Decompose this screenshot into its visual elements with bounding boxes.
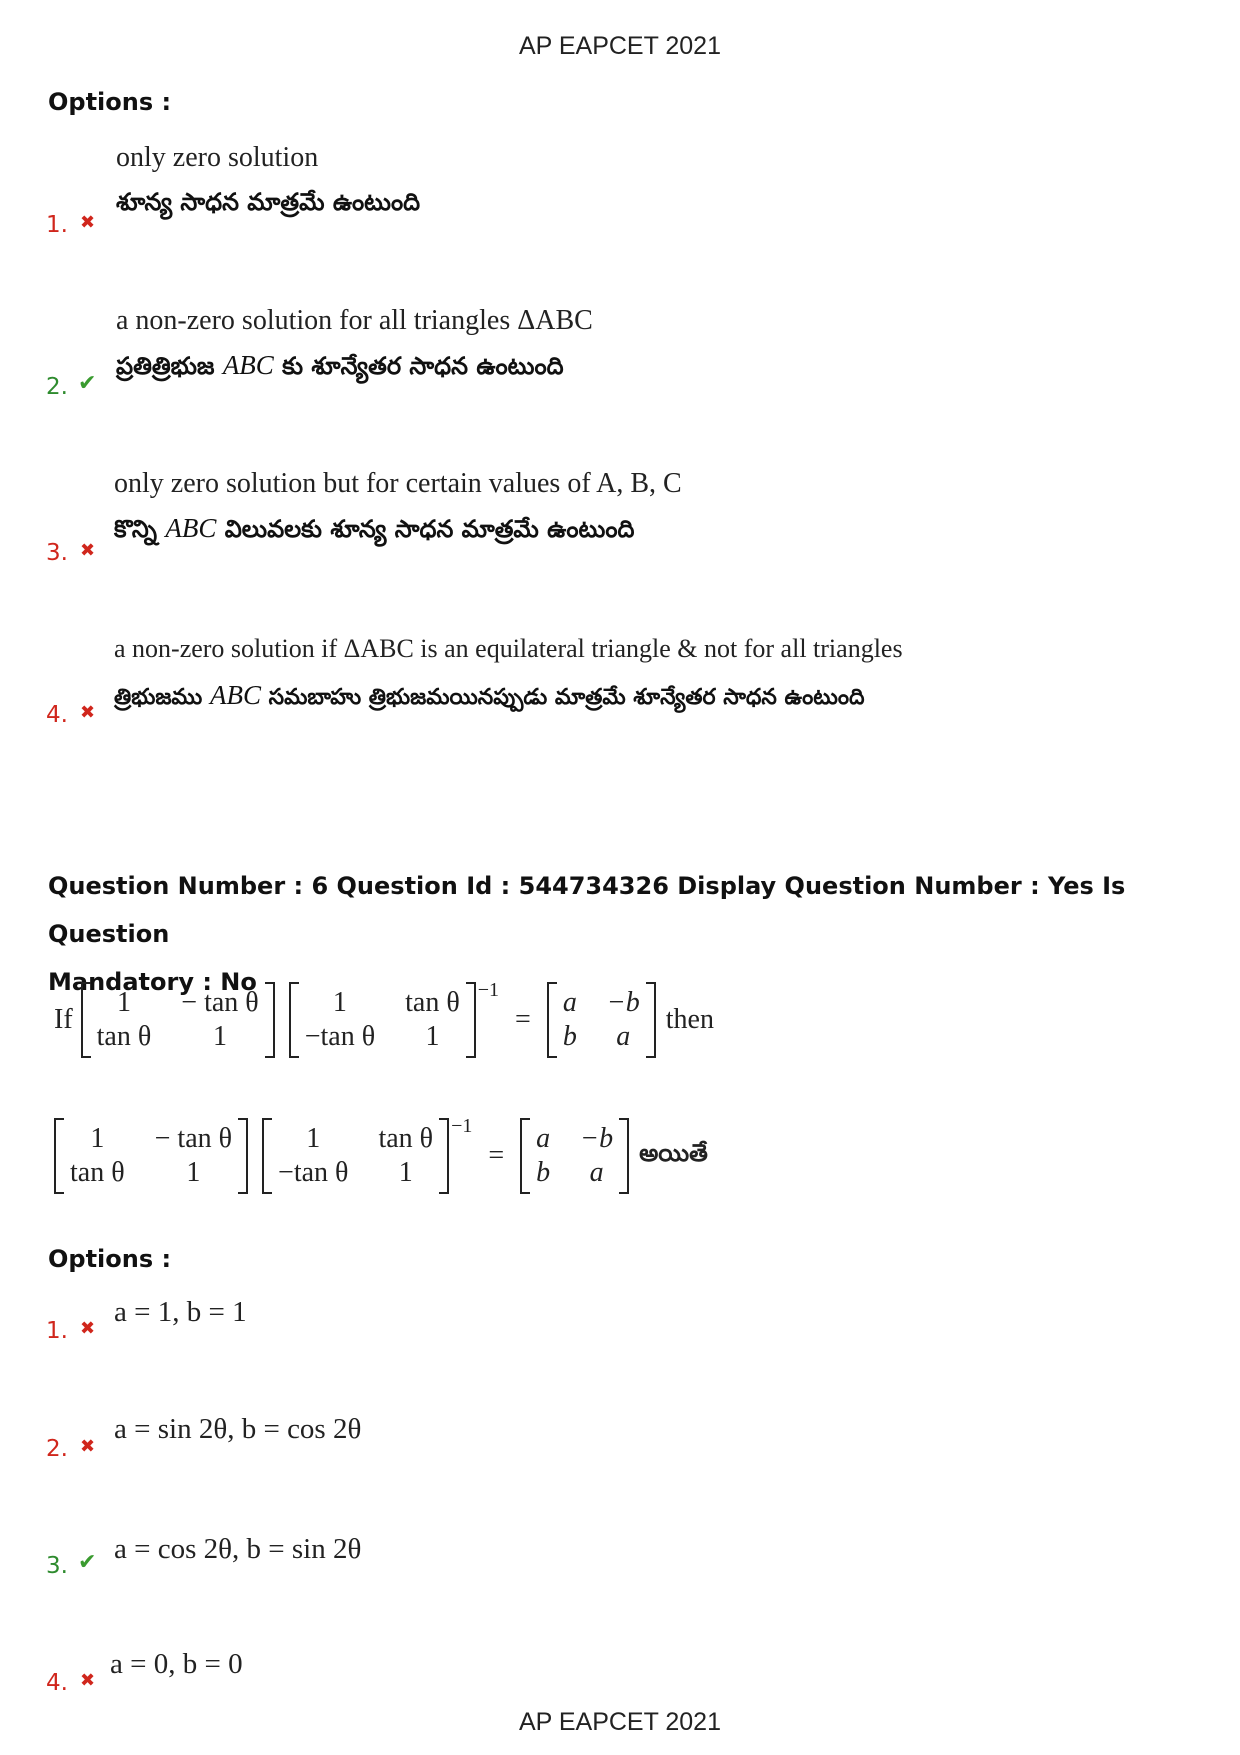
- option-text-en: only zero solution: [116, 142, 319, 173]
- matrix: 1 − tan θ tan θ 1: [54, 1118, 248, 1194]
- page-header: AP EAPCET 2021: [519, 32, 721, 60]
- option-number: 4.: [46, 1670, 68, 1696]
- option-number: 1.: [46, 212, 68, 238]
- cross-icon: ✖: [80, 1318, 96, 1338]
- matrix: 1 tan θ −tan θ 1: [262, 1118, 449, 1194]
- check-icon: ✔: [78, 370, 97, 395]
- question-equation-te: 1 − tan θ tan θ 1 1 tan θ −tan θ 1 −1 = a −b b a అయితే: [54, 1118, 708, 1194]
- option-text-te: కొన్ని ABC విలువలకు శూన్య సాధన మాత్రమే ఉంటుంది: [114, 513, 635, 543]
- cross-icon: ✖: [80, 1670, 96, 1690]
- cross-icon: ✖: [80, 540, 96, 560]
- matrix: a −b b a: [520, 1118, 629, 1194]
- option-number: 3.: [46, 1553, 68, 1579]
- option-number: 2.: [46, 1436, 68, 1462]
- option-text-te: ప్రతిత్రిభుజ ABC కు శూన్యేతర సాధన ఉంటుంది: [116, 350, 564, 380]
- options-label: Options :: [48, 1245, 172, 1273]
- page-footer: AP EAPCET 2021: [519, 1708, 721, 1736]
- option-number: 3.: [46, 540, 68, 566]
- option-text: a = 1, b = 1: [114, 1296, 247, 1328]
- cross-icon: ✖: [80, 212, 96, 232]
- option-number: 1.: [46, 1318, 68, 1344]
- option-text-en: only zero solution but for certain values of A, B, C: [114, 468, 682, 499]
- option-number: 4.: [46, 702, 68, 728]
- question-title: Question Number : 6 Question Id : 544734326 Display Question Number : Yes Is Question Mandatory : No: [48, 872, 1126, 996]
- option-text-te: త్రిభుజము ABC సమబాహు త్రిభుజమయినప్పుడు మాత్రమే శూన్యేతర సాధన ఉంటుంది: [114, 680, 865, 710]
- option-text-en: a non-zero solution if ΔABC is an equilateral triangle & not for all triangles: [114, 634, 903, 663]
- option-text-te: శూన్య సాధన మాత్రమే ఉంటుంది: [116, 188, 421, 216]
- option-number: 2.: [46, 374, 68, 400]
- option-text-en: a non-zero solution for all triangles ΔABC: [116, 305, 593, 336]
- matrix: 1 tan θ −tan θ 1: [289, 982, 476, 1058]
- check-icon: ✔: [78, 1549, 97, 1574]
- cross-icon: ✖: [80, 1436, 96, 1456]
- option-text: a = 0, b = 0: [110, 1648, 243, 1680]
- option-text: a = cos 2θ, b = sin 2θ: [114, 1533, 362, 1565]
- options-label: Options :: [48, 88, 172, 116]
- cross-icon: ✖: [80, 702, 96, 722]
- question-equation-en: If 1 − tan θ tan θ 1 1 tan θ −tan θ 1 −1 = a −b b a then: [54, 982, 714, 1058]
- matrix: a −b b a: [547, 982, 656, 1058]
- matrix: 1 − tan θ tan θ 1: [81, 982, 275, 1058]
- option-text: a = sin 2θ, b = cos 2θ: [114, 1413, 362, 1445]
